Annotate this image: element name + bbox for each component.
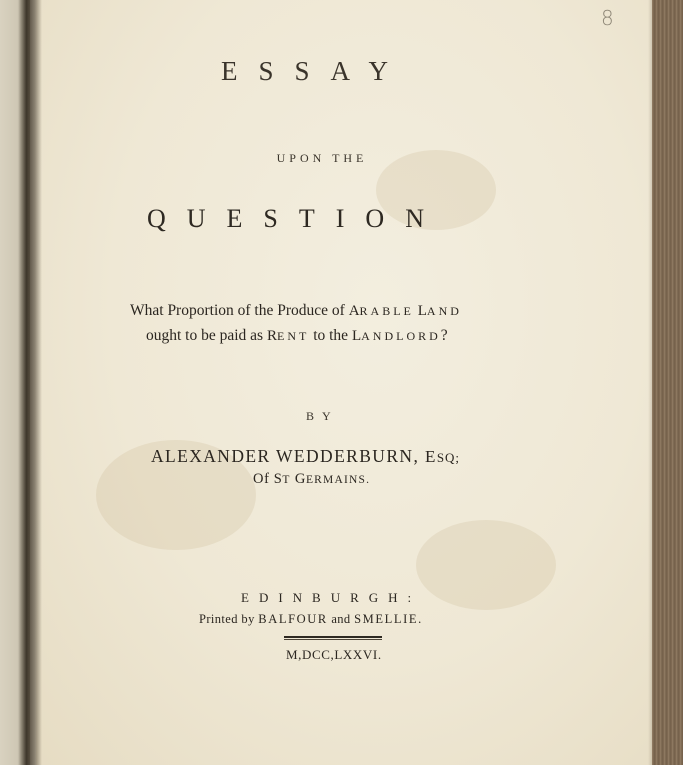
place-initial: S — [273, 471, 283, 487]
printer-name-2: SMELLIE. — [354, 612, 423, 626]
author-place — [253, 471, 370, 488]
subtitle-smallcaps-initial: L — [351, 328, 362, 344]
pencil-page-number: 8 — [601, 6, 614, 30]
imprint-city: EDINBURGH: — [241, 590, 422, 605]
place-smallcaps: ERMAINS. — [305, 474, 371, 486]
subtitle-smallcaps-initial: L — [417, 303, 427, 319]
upon-the-heading: UPON THE — [276, 151, 368, 165]
subtitle-smallcaps-initial: A — [348, 303, 360, 319]
subtitle-line-2 — [146, 327, 448, 345]
subtitle-smallcaps: RABLE — [359, 304, 414, 318]
place-initial: G — [294, 471, 306, 487]
subtitle-text: ought to be paid as — [146, 327, 267, 344]
printed-by-text: Printed by — [199, 612, 259, 626]
page-edges — [652, 0, 683, 765]
paper-stain — [416, 520, 556, 610]
subtitle-smallcaps: ANDLORD — [361, 329, 441, 343]
author-title: SQ; — [436, 450, 461, 465]
question-heading: QUESTION — [147, 204, 445, 233]
author-title-initial: E — [425, 447, 437, 466]
subtitle-text: to the — [309, 327, 352, 344]
subtitle-text: What Proportion of the Produce of — [130, 302, 349, 319]
by-label: BY — [306, 409, 339, 423]
author-name — [151, 446, 460, 467]
printer-and: and — [327, 612, 355, 626]
place-prefix: Of — [253, 471, 274, 487]
imprint-printer — [199, 612, 423, 627]
imprint-rule — [284, 636, 382, 638]
subtitle-smallcaps: ENT — [276, 329, 310, 343]
subtitle-question-mark: ? — [440, 327, 448, 344]
subtitle-smallcaps: AND — [426, 304, 462, 318]
subtitle-line-1 — [130, 302, 462, 320]
printer-name-1: BALFOUR — [258, 612, 328, 626]
imprint-date: M,DCC,LXXVI. — [286, 647, 382, 662]
author-name-text: ALEXANDER WEDDERBURN, — [151, 446, 420, 466]
book-gutter-shadow — [18, 0, 42, 765]
subtitle-smallcaps-initial: R — [266, 328, 277, 344]
place-smallcaps: T — [282, 474, 291, 486]
main-title: ESSAY — [220, 56, 410, 86]
